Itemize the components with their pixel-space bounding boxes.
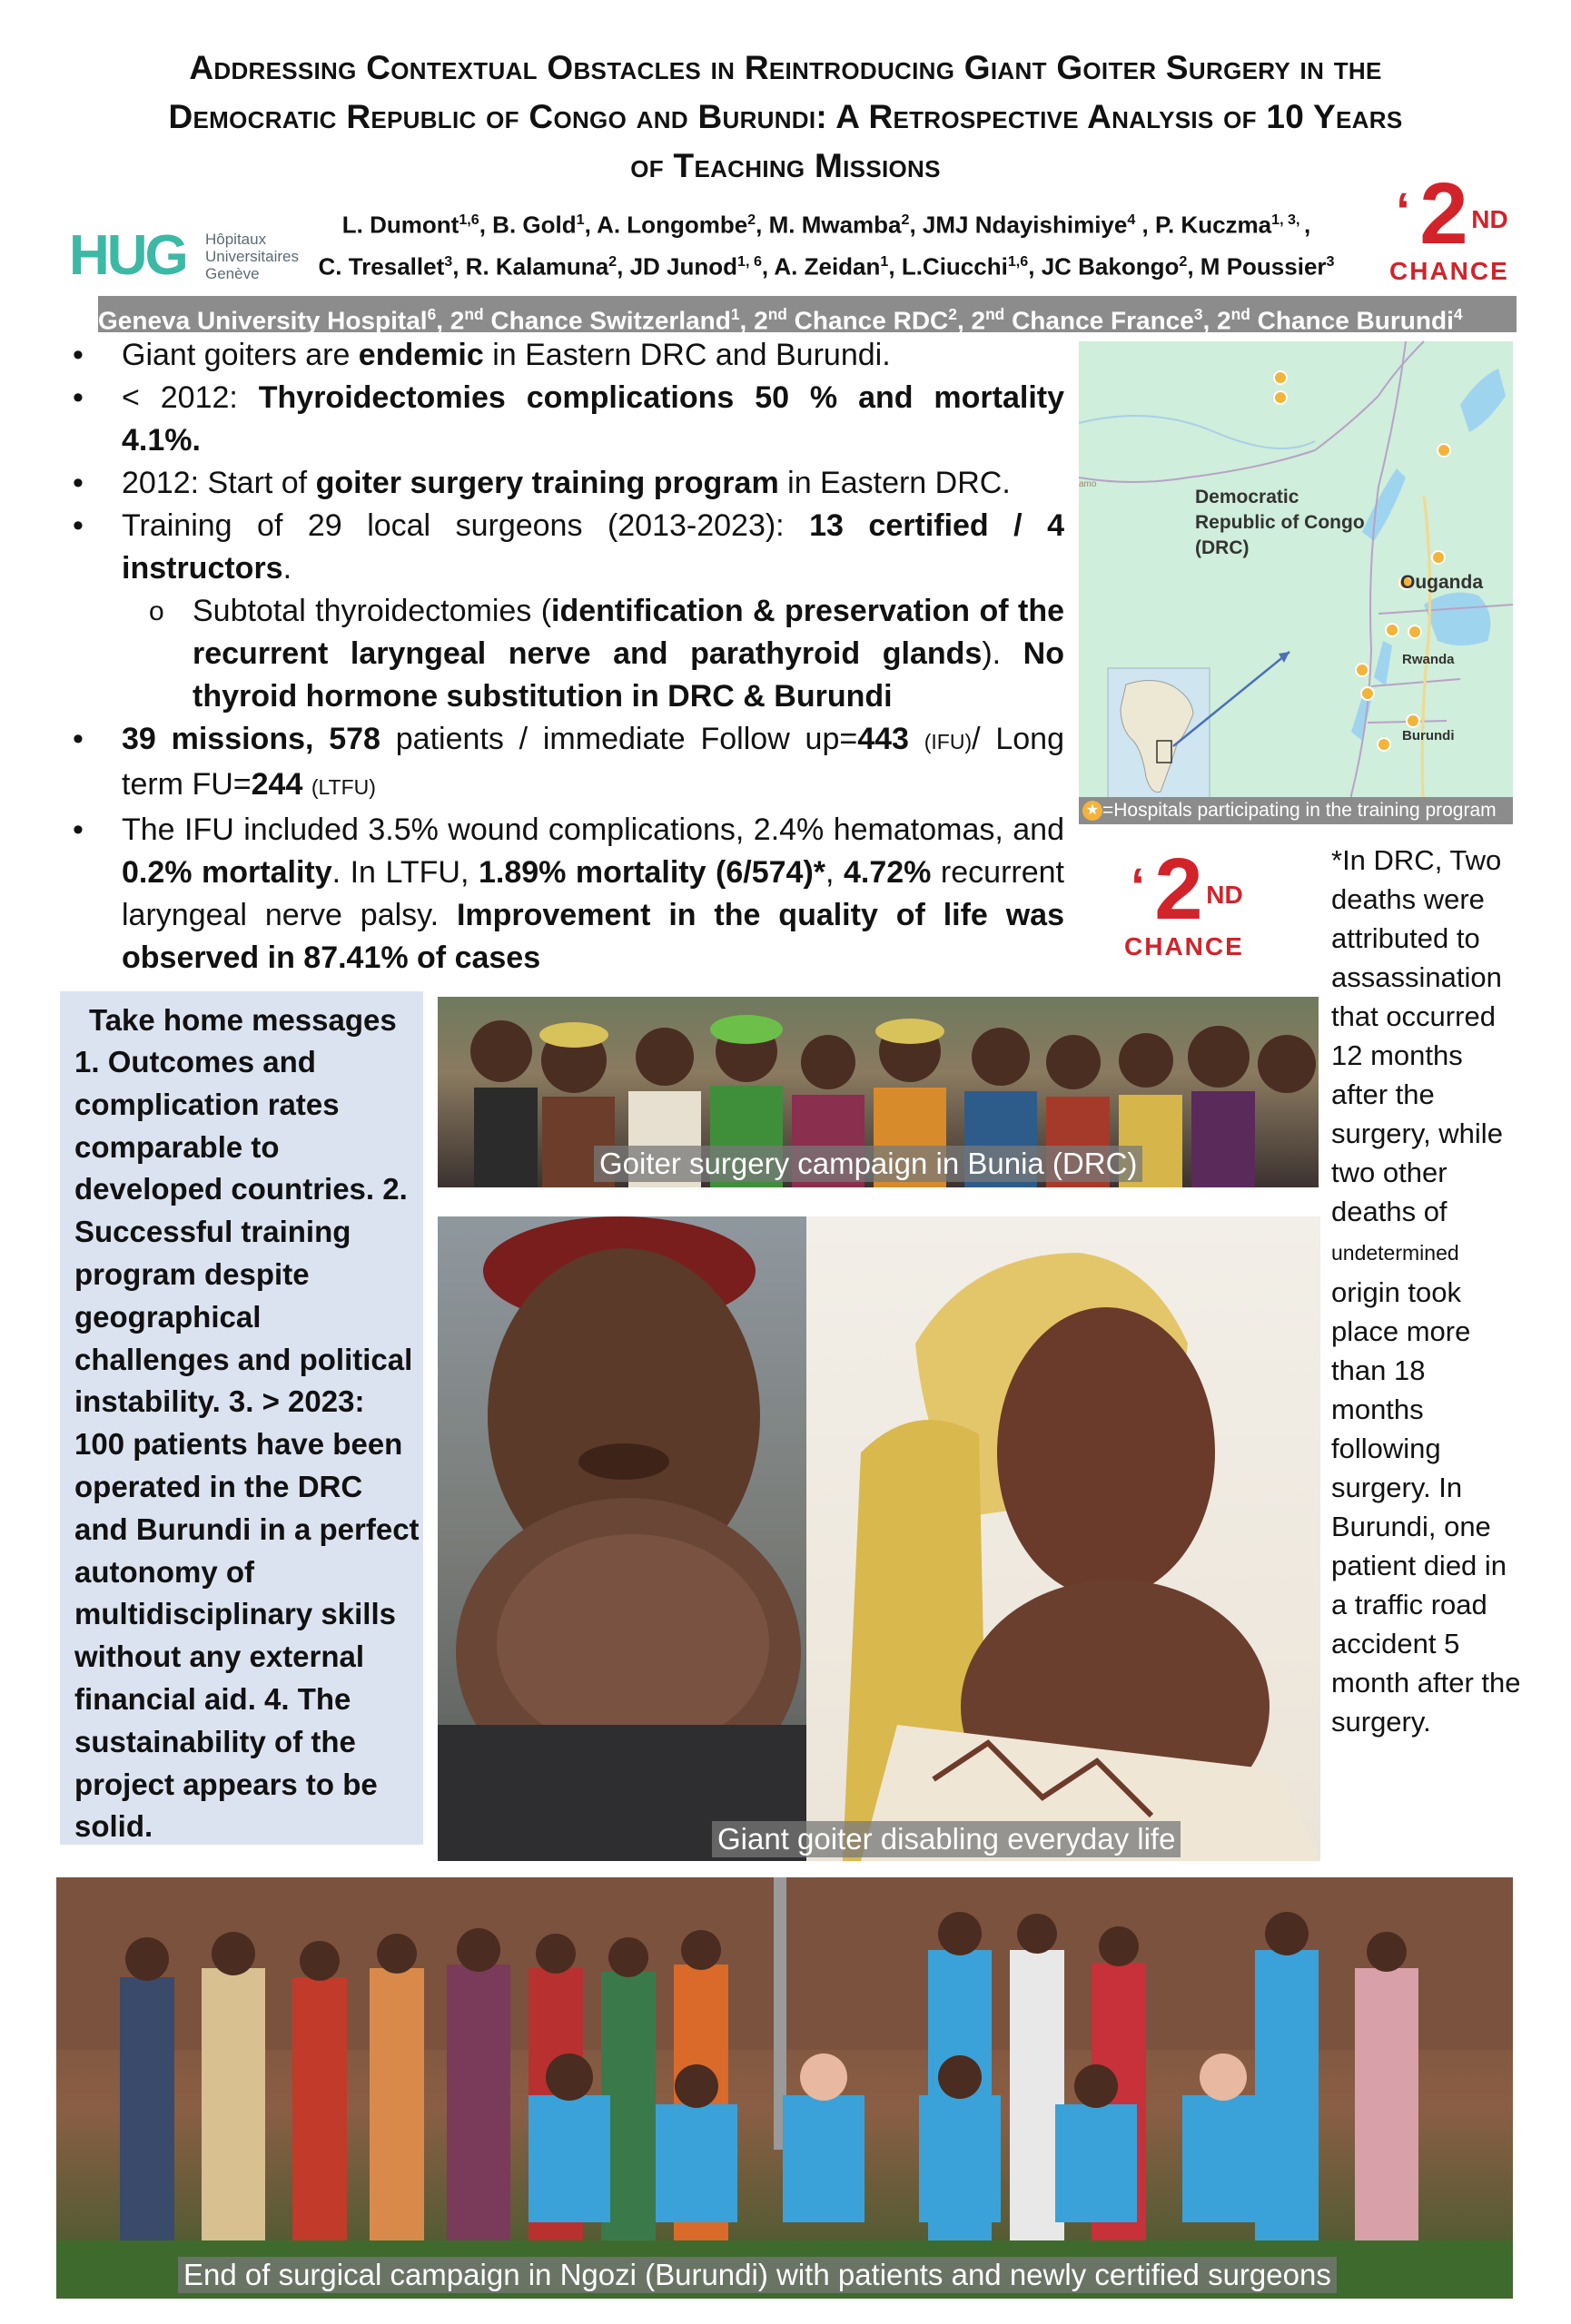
caption-bunia: Goiter surgery campaign in Bunia (DRC) xyxy=(594,1146,1142,1182)
bold-text: 0.2% mortality xyxy=(122,855,332,890)
text-run: , R. Kalamuna xyxy=(452,252,609,281)
superscript: nd xyxy=(985,305,1005,323)
text-run: , A. Longombe xyxy=(584,211,748,239)
authors-block xyxy=(254,202,1398,284)
caption-goiter: Giant goiter disabling everyday life xyxy=(712,1821,1181,1857)
affiliations-bar xyxy=(98,296,1517,335)
text-run: , M Poussier xyxy=(1187,252,1327,281)
text-run xyxy=(302,767,311,802)
text-run: in Eastern DRC and Burundi. xyxy=(483,338,891,372)
text-run: , P. Kuczma xyxy=(1135,211,1272,239)
superscript: 3 xyxy=(1326,252,1335,270)
chance-logo-word-2: CHANCE xyxy=(1124,932,1244,960)
caption-ngozi: End of surgical campaign in Ngozi (Burundi) with patients and newly certified surgeons xyxy=(178,2257,1337,2293)
bold-text: identification & preservation of the recurrent laryngeal nerve and parathyroid glands xyxy=(193,594,1064,671)
text-run: The IFU included 3.5% wound complications, 2.4% hematomas, and xyxy=(122,812,1064,847)
text-run: , JMJ Ndayishimiye xyxy=(909,211,1128,239)
text-run: 2012: Start of xyxy=(122,466,316,500)
second-chance-logo-middle xyxy=(1124,841,1244,960)
text-run: , JC Bakongo xyxy=(1028,252,1180,281)
text-run: recurrent laryngeal nerve palsy. xyxy=(122,855,1064,932)
map-label-uganda: Ouganda xyxy=(1400,572,1484,593)
text-run: Subtotal thyroidectomies ( xyxy=(193,594,552,628)
superscript: 3 xyxy=(1193,305,1203,323)
superscript: 6 xyxy=(427,305,437,323)
text-run: , xyxy=(1303,211,1311,239)
bullet-item xyxy=(65,377,1064,462)
bold-text: goiter surgery training program xyxy=(315,466,779,500)
chance-logo-number-2: 2 xyxy=(1154,841,1203,938)
text-run: / Long term FU= xyxy=(122,722,1064,802)
text-run: origin took place more than 18 months following surgery. In Burundi, one patient died in a traffic road accident 5 month after the surgery. xyxy=(1331,1276,1521,1738)
bold-text: Improvement in the quality of life was observed in 87.41% of cases xyxy=(122,898,1064,975)
text-run: < 2012: xyxy=(122,380,259,415)
text-run: Geneva University Hospital xyxy=(98,306,428,335)
text-run: C. Tresallet xyxy=(318,252,445,281)
second-chance-logo-top xyxy=(1389,165,1509,285)
hug-sub-line-2: Universitaires xyxy=(205,248,299,265)
text-run: *In DRC, Two deaths were attributed to assassination that occurred 12 months after the surgery, while two other deaths of xyxy=(1331,844,1503,1227)
text-run: , xyxy=(825,855,844,890)
bold-text: Thyroidectomies complications 50 % and mortality 4.1%. xyxy=(122,380,1064,458)
superscript: 1, 6 xyxy=(737,252,762,270)
superscript: 1,6 xyxy=(459,212,479,228)
authors-line-2 xyxy=(254,243,1398,285)
text-run: , JD Junod xyxy=(617,252,738,281)
photo-bunia-campaign xyxy=(438,997,1319,1187)
superscript: 2 xyxy=(1179,252,1188,270)
photo-goiter-front-illustration xyxy=(438,1216,806,1861)
superscript: 1, 3, xyxy=(1271,212,1304,228)
map-drc-burundi xyxy=(1079,341,1513,824)
superscript: 4 xyxy=(1453,305,1463,323)
map-label-burundi: Burundi xyxy=(1402,728,1455,743)
bullet-item xyxy=(65,809,1064,980)
text-run: , A. Zeidan xyxy=(761,252,881,281)
superscript: 1 xyxy=(576,212,585,228)
map-legend-caption xyxy=(1079,797,1513,824)
superscript: 2 xyxy=(747,212,756,228)
photo-ngozi-group xyxy=(56,1877,1513,2299)
bold-text: 4.72% xyxy=(843,855,932,890)
text-run: . xyxy=(282,551,292,586)
text-run: , B. Gold xyxy=(479,211,577,239)
mortality-footnote xyxy=(1331,841,1522,1741)
photo-goiter-patient-profile xyxy=(717,1216,1320,1861)
results-bullet-list xyxy=(65,334,1064,980)
text-run: , 2 xyxy=(956,306,986,335)
text-run: Chance Switzerland xyxy=(483,306,731,335)
star-icon: ★ xyxy=(1082,801,1102,821)
text-run: , L.Ciucchi xyxy=(888,252,1008,281)
chance-logo-mark-2: ‘ xyxy=(1131,857,1145,914)
superscript: 3 xyxy=(444,252,453,270)
superscript: 1 xyxy=(730,305,740,323)
svg-text:amo: amo xyxy=(1079,479,1097,489)
text-run: Training of 29 local surgeons (2013-2023): xyxy=(122,508,810,543)
map-label-drc: Democratic Republic of Congo (DRC) xyxy=(1195,487,1365,558)
bold-text: endemic xyxy=(358,338,484,372)
small-text: (LTFU) xyxy=(311,775,376,799)
chance-logo-mark: ‘ xyxy=(1396,182,1410,239)
text-run: ). xyxy=(982,636,1023,671)
superscript: 2 xyxy=(608,252,618,270)
sub-bullet-item xyxy=(65,590,1064,718)
authors-line-1 xyxy=(254,202,1398,243)
chance-logo-sup-2: ND xyxy=(1206,881,1243,909)
text-run: in Eastern DRC. xyxy=(778,466,1011,500)
bullet-item xyxy=(65,462,1064,505)
text-run: , 2 xyxy=(739,306,768,335)
hug-logo-letters: HUG xyxy=(69,224,186,287)
text-run: L. Dumont xyxy=(341,211,459,239)
bullet-item xyxy=(65,718,1064,809)
superscript: 2 xyxy=(901,212,910,228)
text-run: Chance France xyxy=(1004,306,1194,335)
bold-text: No thyroid hormone substitution in DRC & Burundi xyxy=(193,636,1064,714)
bullet-item xyxy=(65,505,1064,590)
small-text: undetermined xyxy=(1331,1241,1459,1265)
bold-text: 39 missions, 578 xyxy=(122,722,380,756)
photo-ngozi-illustration xyxy=(56,1877,1513,2299)
superscript: nd xyxy=(767,305,787,323)
superscript: nd xyxy=(1230,305,1250,323)
superscript: 1 xyxy=(880,252,889,270)
bold-text: 244 xyxy=(251,767,303,802)
take-home-title: Take home messages xyxy=(89,1003,397,1037)
superscript: nd xyxy=(464,305,484,323)
text-run: . In LTFU, xyxy=(331,855,479,890)
chance-logo-sup: ND xyxy=(1471,205,1508,233)
superscript: 1,6 xyxy=(1007,252,1029,270)
hug-sub-line-1: Hôpitaux xyxy=(205,231,267,248)
text-run: Giant goiters are xyxy=(122,338,359,372)
text-run xyxy=(909,722,924,756)
poster-title: Addressing Contextual Obstacles in Reintroducing Giant Goiter Surgery in the Democratic Republic of Congo and Burundi: A Retrospective Analysis of 10 Years of Teaching Missions xyxy=(168,49,1403,184)
map-caption-text: =Hospitals participating in the training program xyxy=(1102,800,1497,821)
text-run: , M. Mwamba xyxy=(756,211,902,239)
map-label-rwanda: Rwanda xyxy=(1402,652,1455,667)
chance-logo-number: 2 xyxy=(1419,165,1468,262)
text-run: Chance Burundi xyxy=(1250,306,1454,335)
text-run: , 2 xyxy=(436,306,465,335)
small-text: (IFU) xyxy=(924,730,973,753)
superscript: 4 xyxy=(1127,212,1136,228)
photo-goiter-patient-front xyxy=(438,1216,806,1861)
bold-text: 1.89% mortality (6/574)* xyxy=(478,855,825,890)
text-run: Chance RDC xyxy=(786,306,949,335)
superscript: 2 xyxy=(948,305,957,323)
chance-logo-word: CHANCE xyxy=(1389,257,1509,285)
take-home-messages: 1. Outcomes and complication rates comparable to developed countries. 2. Successful training program despite geographical challenges and political instability. 3. > 2023: 100 patients have been operated in the DRC and Burundi in a perfect autonomy of multidisciplinary skills without any external financial aid. 4. The sustainability of the project appears to be solid. xyxy=(74,1045,420,1844)
hug-sub-line-3: Genève xyxy=(205,265,260,282)
bold-text: 443 xyxy=(857,722,909,756)
text-run: patients / immediate Follow up= xyxy=(380,722,858,756)
text-run: , 2 xyxy=(1202,306,1231,335)
bullet-item xyxy=(65,334,1064,377)
bold-text: 13 certified / 4 instructors xyxy=(122,508,1065,586)
photo-goiter-profile-illustration xyxy=(806,1216,1320,1861)
